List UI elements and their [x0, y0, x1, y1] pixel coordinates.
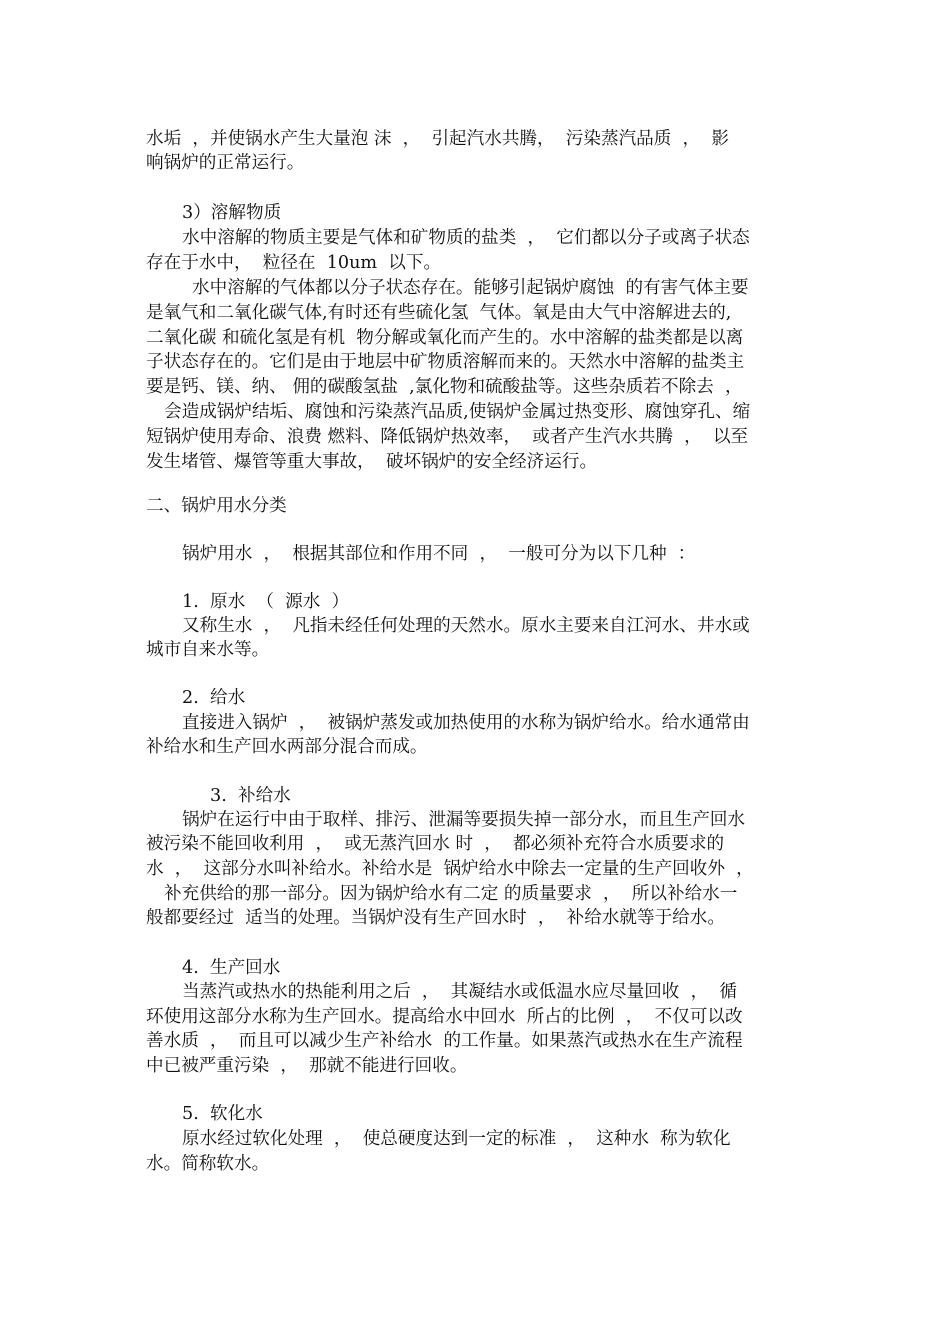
text-line: 发生堵管、爆管等重大事故， 破坏锅炉的安全经济运行。 [146, 452, 598, 472]
text-line: 响锅炉的正常运行。 [146, 153, 305, 173]
text-line: 水中溶解的物质主要是气体和矿物质的盐类 ， 它们都以分子或离子状态 [182, 228, 750, 248]
section-heading: 3）溶解物质 [182, 203, 282, 223]
section-heading: 2. 给水 [182, 688, 246, 708]
section-heading: 3. 补给水 [210, 786, 291, 806]
text-line: 中已被严重污染 ， 那就不能进行回收。 [146, 1056, 468, 1076]
text-line: 锅炉在运行中由于取样、排污、泄漏等要损失掉一部分水，而且生产回水 [182, 810, 746, 830]
text-line: 被污染不能回收利用 ， 或无蒸汽回水 时 ， 都必须补充符合水质要求的 [146, 834, 725, 854]
text-line: 补给水和生产回水两部分混合而成。 [146, 737, 428, 757]
text-line: 直接进入锅炉 ， 被锅炉蒸发或加热使用的水称为锅炉给水。给水通常由 [182, 713, 750, 733]
text-line: 会造成锅炉结垢、腐蚀和污染蒸汽品质,使锅炉金属过热变形、腐蚀穿孔、缩 [164, 402, 751, 422]
text-line: 是氧气和二氧化碳气体,有时还有些硫化氢 气体。氧是由大气中溶解进去的, [146, 303, 732, 323]
text-line: 水。简称软水。 [146, 1154, 270, 1174]
section-heading: 5. 软化水 [182, 1104, 263, 1124]
section-heading: 二、锅炉用水分类 [146, 496, 287, 516]
text-line: 子状态存在的。它们是由于地层中矿物质溶解而来的。天然水中溶解的盐类主 [146, 352, 745, 372]
text-line: 当蒸汽或热水的热能利用之后 ， 其凝结水或低温水应尽量回收 ， 循 [182, 982, 737, 1002]
text-line: 环使用这部分水称为生产回水。提高给水中回水 所占的比例 ， 不仅可以改 [146, 1007, 743, 1027]
text-line: 二氧化碳 和硫化氢是有机 物分解或氧化而产生的。水中溶解的盐类都是以离 [146, 328, 744, 348]
text-line: 般都要经过 适当的处理。当锅炉没有生产回水时 ， 补给水就等于给水。 [146, 908, 725, 928]
text-line: 补充供给的那一部分。因为锅炉给水有二定 的质量要求 ， 所以补给水一 [164, 884, 738, 904]
text-line: 城市自来水等。 [146, 640, 270, 660]
section-heading: 4. 生产回水 [182, 958, 281, 978]
text-line: 锅炉用水 ， 根据其部位和作用不同 ， 一般可分为以下几种 ： [182, 544, 696, 564]
text-line: 又称生水 ， 凡指未经任何处理的天然水。原水主要来自江河水、井水或 [182, 616, 750, 636]
text-line: 存在于水中， 粒径在 10um 以下。 [146, 253, 442, 273]
section-heading: 1. 原水 （ 源水 ） [182, 592, 350, 612]
text-line: 要是钙、镁、纳、 佣的碳酸氢盐 ,氯化物和硫酸盐等。这些杂质若不除去 ， [146, 377, 743, 397]
text-line: 原水经过软化处理 ， 使总硬度达到一定的标准 ， 这种水 称为软化 [182, 1129, 731, 1149]
text-line: 水中溶解的气体都以分子状态存在。能够引起锅炉腐蚀 的有害气体主要 [192, 278, 749, 298]
text-line: 善水质 ， 而且可以减少生产补给水 的工作量。如果蒸汽或热水在生产流程 [146, 1031, 743, 1051]
text-line: 水垢 ，并使锅水产生大量泡 沫 ， 引起汽水共腾， 污染蒸汽品质 ， 影 [146, 129, 729, 149]
text-line: 短锅炉使用寿命、浪费 燃料、降低锅炉热效率， 或者产生汽水共腾 ， 以至 [146, 427, 749, 447]
text-line: 水 ， 这部分水叫补给水。补给水是 锅炉给水中除去一定量的生产回收外 ， [146, 859, 754, 879]
